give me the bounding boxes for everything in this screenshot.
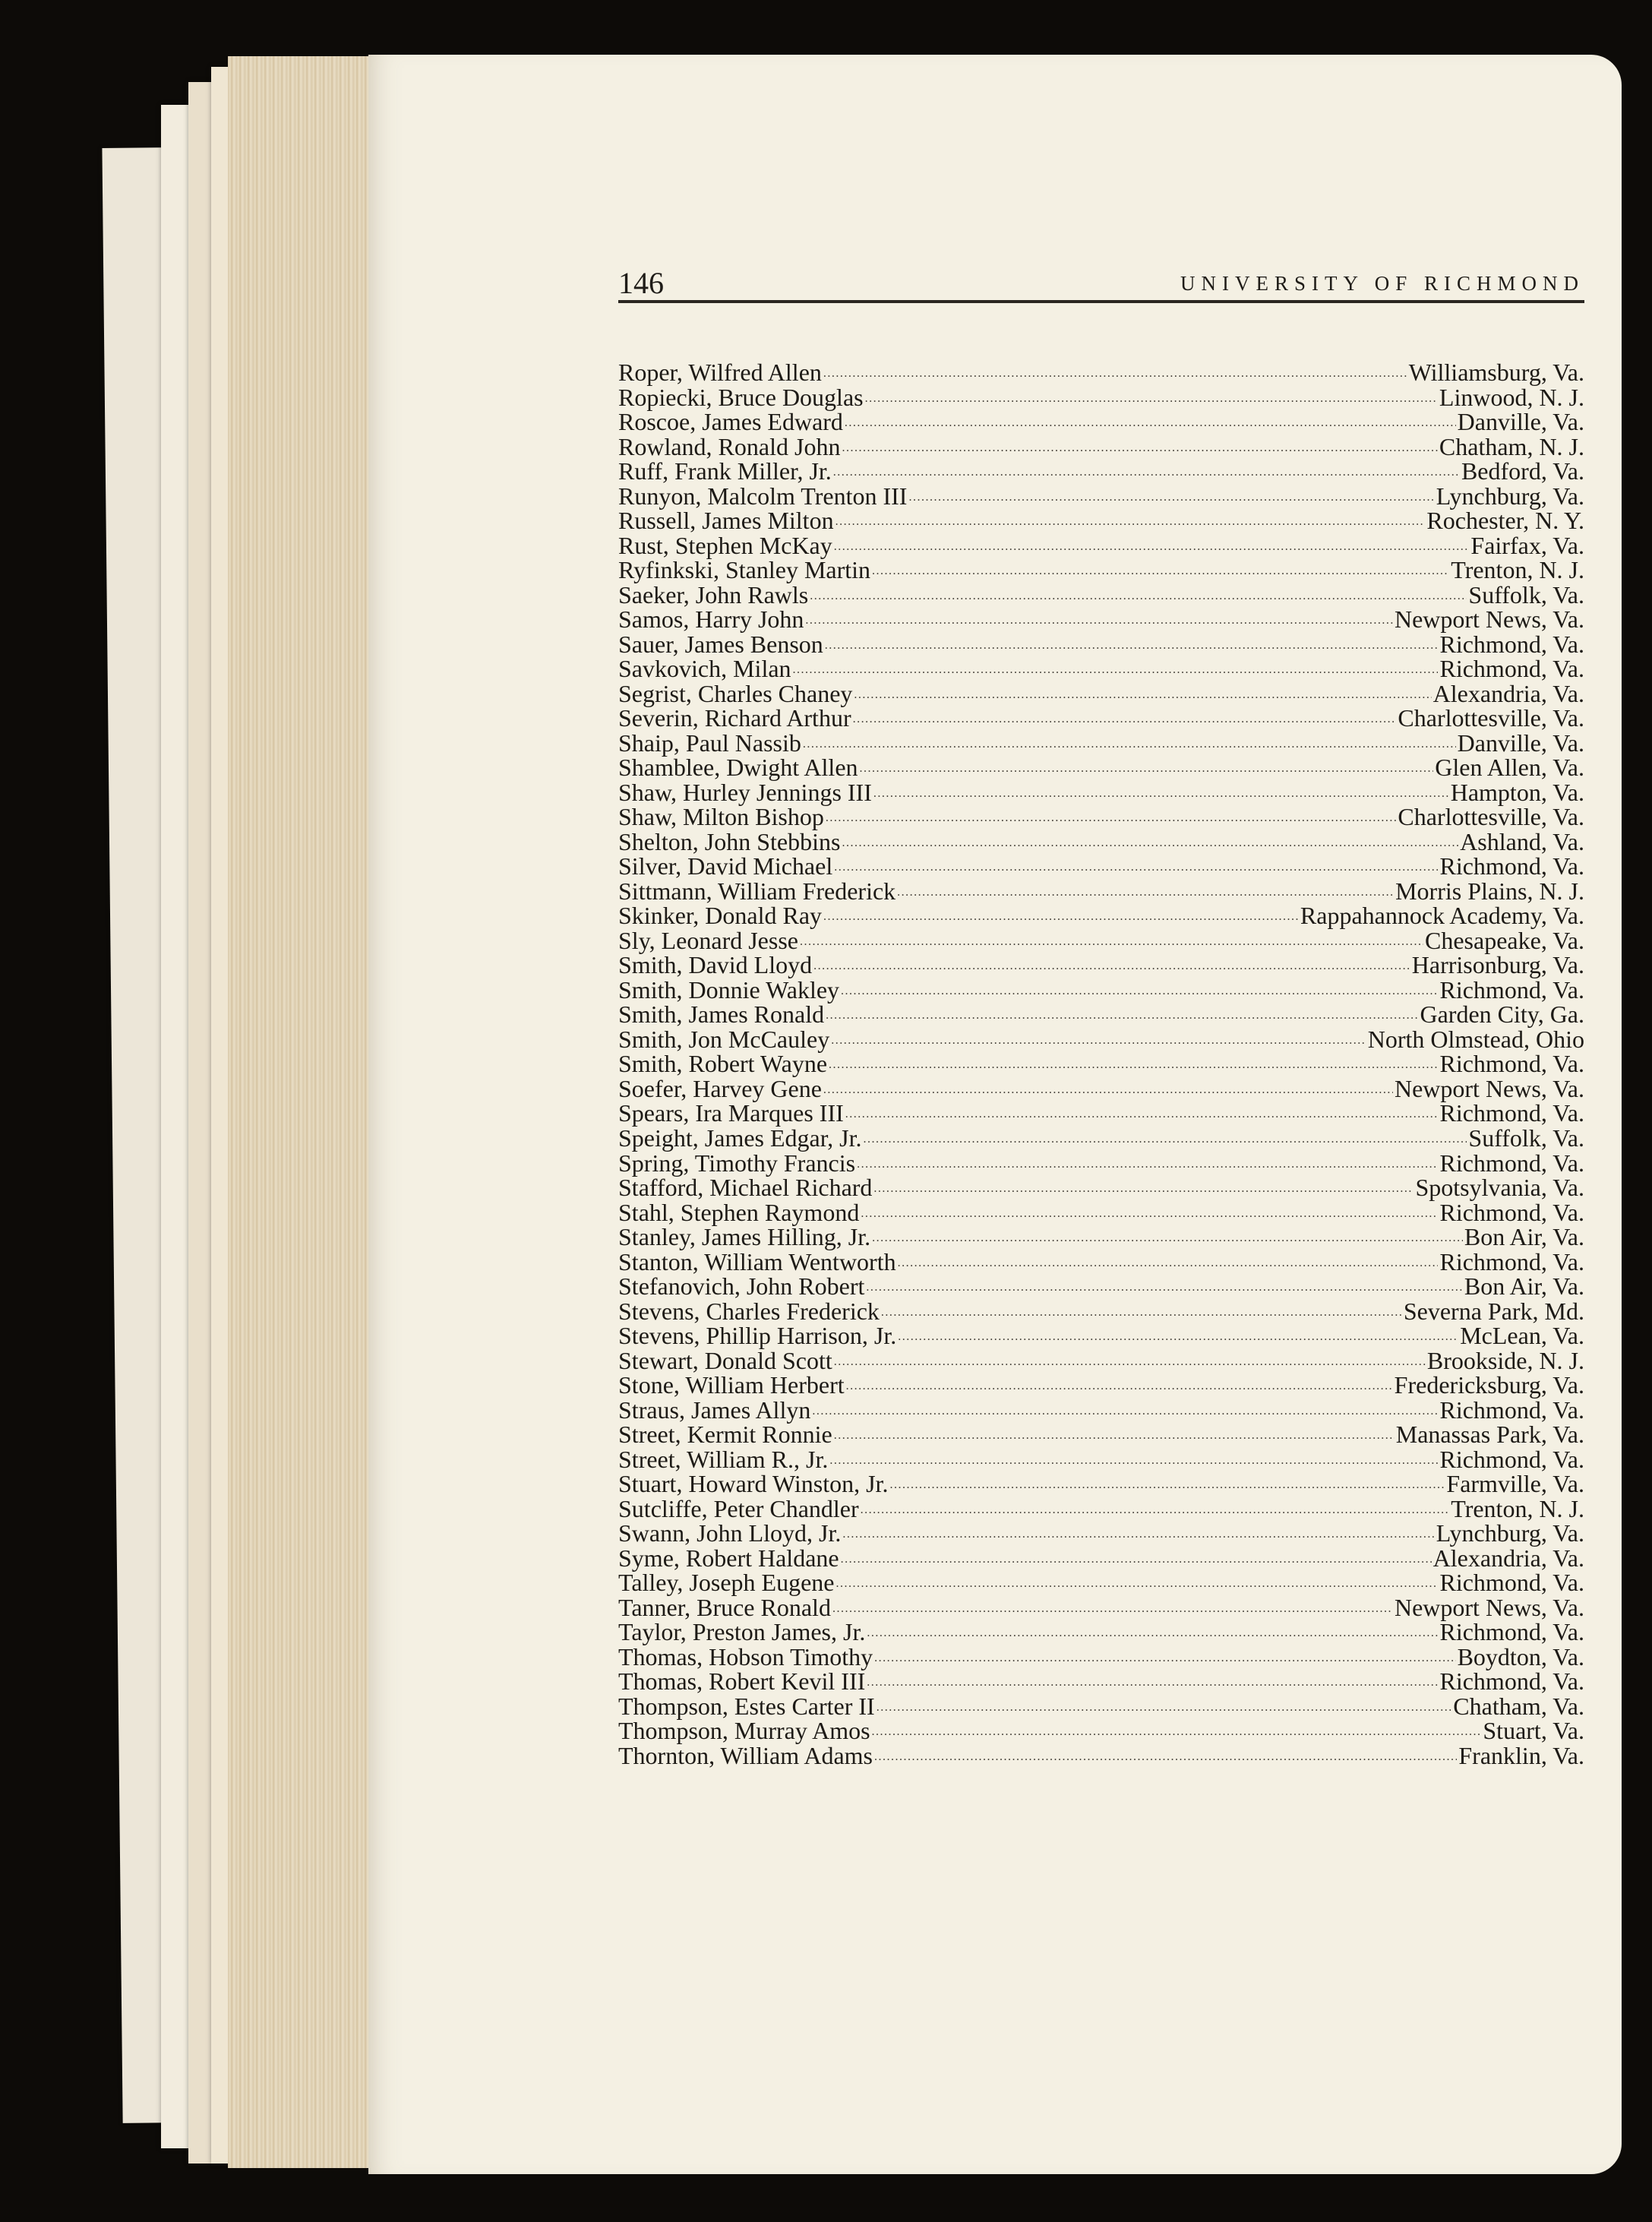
- roster-entry: [618, 1299, 1584, 1324]
- student-name: Taylor, Preston James, Jr.: [618, 1618, 866, 1646]
- hometown: Bon Air, Va.: [1464, 1272, 1584, 1301]
- student-name: Speight, James Edgar, Jr.: [618, 1124, 862, 1152]
- roster-entry: [618, 459, 1584, 484]
- dot-leader: [834, 1424, 1395, 1449]
- hometown: Charlottesville, Va.: [1398, 803, 1584, 831]
- dot-leader: [854, 683, 1431, 708]
- student-name: Stahl, Stephen Raymond: [618, 1198, 860, 1226]
- student-name: Roper, Wilfred Allen: [618, 359, 822, 386]
- roster-entry: [618, 385, 1584, 410]
- roster-entry: [618, 1642, 1584, 1670]
- roster-entry: [618, 1076, 1584, 1102]
- roster-entry: [618, 1447, 1584, 1472]
- dot-leader: [897, 880, 1394, 906]
- roster-entry: [618, 1521, 1584, 1546]
- student-name: Segrist, Charles Chaney: [618, 679, 853, 707]
- hometown: McLean, Va.: [1460, 1322, 1584, 1350]
- student-name: Shamblee, Dwight Allen: [618, 754, 858, 782]
- student-name: Stone, William Herbert: [618, 1371, 845, 1399]
- roster-entry: [618, 580, 1584, 608]
- dot-leader: [898, 1251, 1439, 1276]
- student-name: Skinker, Donald Ray: [618, 902, 823, 930]
- hometown: Newport News, Va.: [1394, 605, 1584, 634]
- student-name: Soefer, Harvey Gene: [618, 1074, 822, 1102]
- dot-leader: [867, 1670, 1438, 1696]
- dot-leader: [826, 1004, 1418, 1029]
- student-name: Shaw, Milton Bishop: [618, 803, 824, 831]
- roster-entry: [618, 632, 1584, 657]
- hometown: Linwood, N. J.: [1439, 383, 1584, 411]
- hometown: Rochester, N. Y.: [1426, 507, 1584, 535]
- roster-entry: [618, 607, 1584, 632]
- dot-leader: [823, 362, 1407, 387]
- roster-entry: [618, 1175, 1584, 1200]
- hometown: North Olmstead, Ohio: [1367, 1025, 1584, 1053]
- hometown: Manassas Park, Va.: [1395, 1421, 1584, 1449]
- dot-leader: [835, 510, 1426, 535]
- hometown: Richmond, Va.: [1439, 1247, 1584, 1275]
- student-name: Stafford, Michael Richard: [618, 1174, 873, 1202]
- roster-entry: [618, 1669, 1584, 1694]
- hometown: Richmond, Va.: [1439, 852, 1584, 880]
- roster-entry: [618, 1323, 1584, 1348]
- hometown: Harrisonburg, Va.: [1411, 951, 1584, 979]
- hometown: Danville, Va.: [1457, 408, 1584, 436]
- dot-leader: [845, 1102, 1439, 1127]
- student-name: Street, William R., Jr.: [618, 1445, 829, 1473]
- dot-leader: [793, 658, 1439, 683]
- roster-entry: [618, 1247, 1584, 1275]
- hometown: Richmond, Va.: [1439, 1618, 1584, 1646]
- hometown: Severna Park, Md.: [1403, 1297, 1584, 1325]
- student-name: Spring, Timothy Francis: [618, 1149, 856, 1177]
- student-name: Stuart, Howard Winston, Jr.: [618, 1470, 889, 1498]
- dot-leader: [842, 831, 1458, 856]
- hometown: Newport News, Va.: [1394, 1593, 1584, 1621]
- student-name: Samos, Harry John: [618, 605, 804, 634]
- roster-entry: [618, 975, 1584, 1004]
- roster-entry: [618, 558, 1584, 583]
- hometown: Richmond, Va.: [1439, 1050, 1584, 1078]
- dot-leader: [881, 1301, 1402, 1326]
- dot-leader: [823, 1078, 1393, 1103]
- roster-entry: [618, 409, 1584, 435]
- roster-entry: [618, 360, 1584, 385]
- hometown: Williamsburg, Va.: [1408, 359, 1584, 386]
- page-number: 146: [618, 266, 664, 300]
- roster-entry: [618, 731, 1584, 756]
- roster-entry: [618, 1694, 1584, 1719]
- roster-entry: [618, 1422, 1584, 1447]
- roster-entry: [618, 903, 1584, 928]
- dot-leader: [846, 1374, 1393, 1399]
- hometown: Alexandria, Va.: [1432, 679, 1584, 707]
- hometown: Trenton, N. J.: [1451, 556, 1584, 584]
- roster-entry: [618, 1051, 1584, 1076]
- dot-leader: [833, 460, 1460, 485]
- dot-leader: [829, 1449, 1438, 1474]
- hometown: Garden City, Ga.: [1420, 1000, 1584, 1029]
- roster-entry: [618, 508, 1584, 533]
- hometown: Richmond, Va.: [1439, 1198, 1584, 1226]
- hometown: Chesapeake, Va.: [1425, 926, 1584, 954]
- student-name: Sutcliffe, Peter Chandler: [618, 1494, 859, 1522]
- hometown: Glen Allen, Va.: [1435, 754, 1584, 782]
- hometown: Suffolk, Va.: [1468, 580, 1584, 608]
- hometown: Farmville, Va.: [1446, 1470, 1584, 1498]
- hometown: Fairfax, Va.: [1470, 531, 1584, 559]
- roster-entry: [618, 1225, 1584, 1250]
- dot-leader: [861, 1202, 1438, 1227]
- roster-entry: [618, 1002, 1584, 1027]
- page-edges: [228, 56, 380, 2168]
- student-name: Runyon, Malcolm Trenton III: [618, 482, 908, 510]
- student-name: Stewart, Donald Scott: [618, 1346, 832, 1374]
- hometown: Lynchburg, Va.: [1436, 1519, 1584, 1547]
- roster-entry: [618, 656, 1584, 681]
- dot-leader: [832, 1597, 1393, 1622]
- hometown: Richmond, Va.: [1439, 630, 1584, 658]
- hometown: Fredericksburg, Va.: [1394, 1371, 1584, 1399]
- student-name: Smith, Donnie Wakley: [618, 975, 840, 1004]
- student-name: Stevens, Phillip Harrison, Jr.: [618, 1322, 897, 1350]
- hometown: Richmond, Va.: [1439, 1149, 1584, 1177]
- student-name: Thomas, Robert Kevil III: [618, 1667, 866, 1696]
- roster-entry: [618, 1027, 1584, 1052]
- hometown: Alexandria, Va.: [1432, 1544, 1584, 1572]
- running-title: UNIVERSITY OF RICHMOND: [1180, 272, 1584, 295]
- dot-leader: [842, 436, 1437, 461]
- student-name: Stefanovich, John Robert: [618, 1272, 865, 1301]
- roster-entry: [618, 533, 1584, 558]
- dot-leader: [813, 954, 1410, 979]
- roster-entry: [618, 1101, 1584, 1126]
- dot-leader: [898, 1325, 1458, 1350]
- dot-leader: [805, 608, 1393, 634]
- student-name: Smith, David Lloyd: [618, 951, 813, 979]
- hometown: Richmond, Va.: [1439, 1569, 1584, 1597]
- hometown: Newport News, Va.: [1394, 1074, 1584, 1102]
- header-rule: [618, 300, 1584, 303]
- roster-entry: [618, 1274, 1584, 1299]
- student-name: Silver, David Michael: [618, 852, 833, 880]
- dot-leader: [865, 387, 1438, 412]
- roster-entry: [618, 1200, 1584, 1225]
- dot-leader: [842, 1522, 1434, 1547]
- hometown: Rappahannock Academy, Va.: [1300, 902, 1584, 930]
- student-name: Stevens, Charles Frederick: [618, 1297, 880, 1325]
- student-name: Syme, Robert Haldane: [618, 1544, 839, 1572]
- student-name: Ryfinkski, Stanley Martin: [618, 556, 871, 584]
- dot-leader: [857, 1152, 1438, 1177]
- student-name: Ropiecki, Bruce Douglas: [618, 383, 864, 411]
- roster-entry: [618, 432, 1584, 460]
- student-name: Sittmann, William Frederick: [618, 877, 896, 905]
- running-head: [618, 261, 1584, 305]
- dot-leader: [812, 1399, 1438, 1424]
- student-roster: [618, 360, 1584, 1768]
- dot-leader: [825, 634, 1439, 659]
- student-name: Talley, Joseph Eugene: [618, 1569, 835, 1597]
- hometown: Brookside, N. J.: [1426, 1346, 1584, 1374]
- roster-entry: [618, 1151, 1584, 1176]
- dot-leader: [834, 855, 1438, 880]
- roster-entry: [618, 755, 1584, 780]
- hometown: Richmond, Va.: [1439, 1445, 1584, 1473]
- dot-leader: [874, 1745, 1457, 1770]
- roster-entry: [618, 1373, 1584, 1398]
- student-name: Shelton, John Stebbins: [618, 827, 841, 855]
- dot-leader: [860, 757, 1434, 782]
- roster-entry: [618, 1718, 1584, 1743]
- roster-entry: [618, 827, 1584, 855]
- student-name: Street, Kermit Ronnie: [618, 1421, 832, 1449]
- roster-entry: [618, 928, 1584, 953]
- dot-leader: [803, 732, 1456, 757]
- student-name: Smith, James Ronald: [618, 1000, 825, 1029]
- dot-leader: [872, 559, 1449, 584]
- hometown: Richmond, Va.: [1439, 975, 1584, 1004]
- student-name: Rowland, Ronald John: [618, 432, 841, 460]
- student-name: Severin, Richard Arthur: [618, 704, 851, 732]
- student-name: Sly, Leonard Jesse: [618, 926, 798, 954]
- student-name: Stanley, James Hilling, Jr.: [618, 1223, 871, 1251]
- student-name: Smith, Jon McCauley: [618, 1025, 830, 1053]
- roster-entry: [618, 1494, 1584, 1522]
- student-name: Rust, Stephen McKay: [618, 531, 832, 559]
- student-name: Straus, James Allyn: [618, 1395, 811, 1424]
- dot-leader: [800, 930, 1423, 955]
- dot-leader: [853, 707, 1397, 732]
- hometown: Bedford, Va.: [1461, 457, 1584, 485]
- hometown: Chatham, Va.: [1453, 1692, 1584, 1720]
- student-name: Thornton, William Adams: [618, 1741, 873, 1769]
- roster-entry: [618, 1471, 1584, 1497]
- student-name: Smith, Robert Wayne: [618, 1050, 828, 1078]
- hometown: Richmond, Va.: [1439, 1667, 1584, 1696]
- hometown: Charlottesville, Va.: [1398, 704, 1584, 732]
- dot-leader: [873, 1177, 1414, 1202]
- roster-entry: [618, 804, 1584, 830]
- hometown: Morris Plains, N. J.: [1395, 877, 1584, 905]
- dot-leader: [908, 485, 1434, 510]
- dot-leader: [867, 1621, 1438, 1646]
- dot-leader: [863, 1127, 1467, 1152]
- roster-entry: [618, 1126, 1584, 1151]
- student-name: Ruff, Frank Miller, Jr.: [618, 457, 832, 485]
- dot-leader: [834, 535, 1470, 560]
- hometown: Chatham, N. J.: [1439, 432, 1584, 460]
- dot-leader: [861, 1498, 1450, 1523]
- student-name: Stanton, William Wentworth: [618, 1247, 896, 1275]
- student-name: Savkovich, Milan: [618, 655, 791, 683]
- dot-leader: [831, 1029, 1366, 1054]
- roster-entry: [618, 953, 1584, 978]
- dot-leader: [877, 1696, 1452, 1721]
- roster-entry: [618, 780, 1584, 805]
- roster-entry: [618, 1743, 1584, 1768]
- roster-entry: [618, 1395, 1584, 1424]
- dot-leader: [841, 1547, 1432, 1572]
- student-name: Tanner, Bruce Ronald: [618, 1593, 831, 1621]
- dot-leader: [866, 1275, 1462, 1301]
- dot-leader: [874, 1646, 1455, 1671]
- roster-entry: [618, 681, 1584, 706]
- roster-entry: [618, 1546, 1584, 1571]
- roster-entry: [618, 854, 1584, 879]
- hometown: Trenton, N. J.: [1451, 1494, 1584, 1522]
- student-name: Thomas, Hobson Timothy: [618, 1642, 873, 1670]
- roster-entry: [618, 1620, 1584, 1645]
- hometown: Ashland, Va.: [1460, 827, 1584, 855]
- dot-leader: [873, 782, 1449, 807]
- roster-entry: [618, 879, 1584, 904]
- hometown: Suffolk, Va.: [1468, 1124, 1584, 1152]
- student-name: Shaw, Hurley Jennings III: [618, 778, 872, 806]
- hometown: Stuart, Va.: [1483, 1717, 1584, 1745]
- hometown: Boydton, Va.: [1457, 1642, 1584, 1670]
- hometown: Bon Air, Va.: [1464, 1223, 1584, 1251]
- student-name: Saeker, John Rawls: [618, 580, 809, 608]
- hometown: Franklin, Va.: [1458, 1741, 1584, 1769]
- hometown: Spotsylvania, Va.: [1415, 1174, 1584, 1202]
- student-name: Shaip, Paul Nassib: [618, 729, 801, 757]
- student-name: Russell, James Milton: [618, 507, 834, 535]
- dot-leader: [841, 979, 1438, 1004]
- roster-entry: [618, 1595, 1584, 1620]
- hometown: Lynchburg, Va.: [1436, 482, 1584, 510]
- dot-leader: [823, 905, 1299, 930]
- dot-leader: [810, 584, 1467, 609]
- hometown: Richmond, Va.: [1439, 1099, 1584, 1127]
- student-name: Swann, John Lloyd, Jr.: [618, 1519, 842, 1547]
- dot-leader: [834, 1350, 1426, 1375]
- hometown: Hampton, Va.: [1450, 778, 1584, 806]
- student-name: Spears, Ira Marques III: [618, 1099, 844, 1127]
- dot-leader: [829, 1053, 1438, 1078]
- dot-leader: [872, 1720, 1482, 1745]
- roster-entry: [618, 1570, 1584, 1595]
- hometown: Richmond, Va.: [1439, 655, 1584, 683]
- student-name: Thompson, Murray Amos: [618, 1717, 870, 1745]
- roster-entry: [618, 706, 1584, 731]
- roster-entry: [618, 1348, 1584, 1373]
- student-name: Sauer, James Benson: [618, 630, 823, 658]
- student-name: Thompson, Estes Carter II: [618, 1692, 875, 1720]
- dot-leader: [872, 1226, 1463, 1251]
- student-name: Roscoe, James Edward: [618, 408, 843, 436]
- dot-leader: [835, 1572, 1438, 1597]
- hometown: Danville, Va.: [1457, 729, 1584, 757]
- dot-leader: [826, 806, 1397, 831]
- hometown: Richmond, Va.: [1439, 1395, 1584, 1424]
- dot-leader: [889, 1473, 1445, 1498]
- dot-leader: [845, 411, 1456, 436]
- roster-entry: [618, 484, 1584, 509]
